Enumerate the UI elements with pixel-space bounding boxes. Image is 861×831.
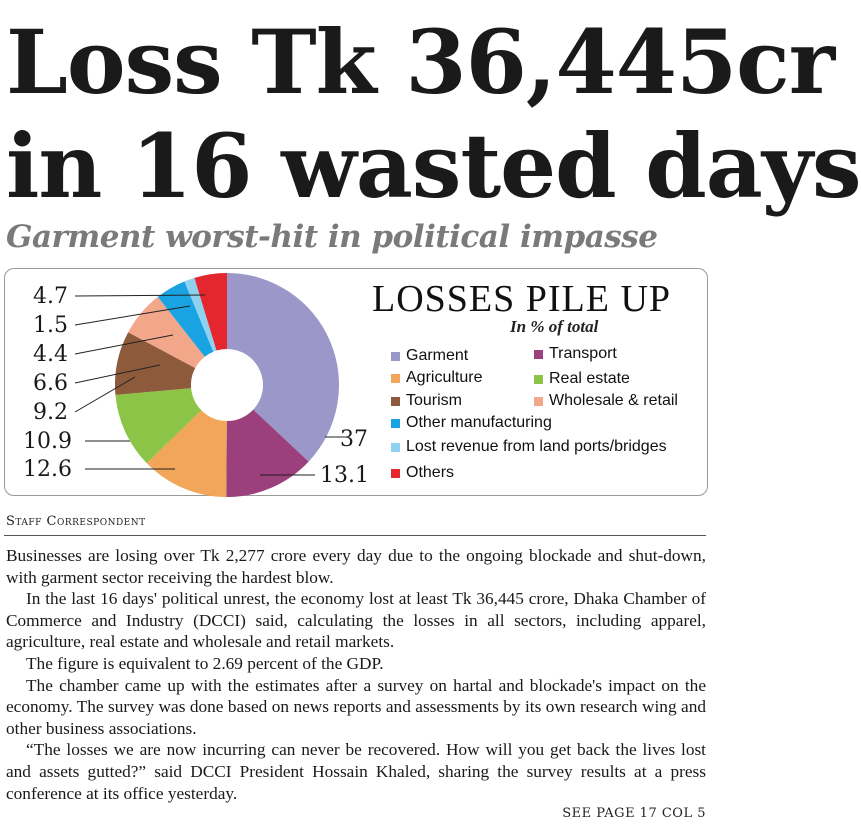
legend-swatch [534,375,543,384]
continued-on-page[interactable]: SEE PAGE 17 COL 5 [562,806,706,821]
article-paragraph: “The losses we are now incurring can never be recovered. How will you get back the lives lost and assets gutted?” said DCCI President Hossain Khaled, sharing the survey results at a press conference at its office yesterday. [6,740,706,803]
article-paragraph: The figure is equivalent to 2.69 percent of the GDP. [26,653,384,673]
legend-item-other-manufacturing [391,414,552,432]
pie-value-label: 9.2 [33,400,68,425]
legend-label: Wholesale & retail [549,392,678,409]
losses-chart [4,268,708,496]
chart-subtitle: In % of total [510,317,599,336]
legend-label: Transport [549,345,617,362]
legend-swatch [391,469,400,478]
byline-divider [4,535,706,536]
legend-item-others [391,464,454,482]
legend-label: Others [406,464,455,481]
headline-line-1: Loss Tk 36,445cr [6,10,835,114]
pie-value-label: 12.6 [23,457,72,482]
legend-item-garment [391,347,468,365]
pie-value-label: 37 [340,427,368,452]
headline-line-2: in 16 wasted days [6,114,861,218]
article-paragraph: The chamber came up with the estimates after a survey on hartal and blockade's impact on the economy. The survey was done based on news reports and assessments by its own research wing and other business associations. [6,675,706,738]
legend-label: Agriculture [406,369,483,386]
legend-item-wholesale-retail [534,392,678,410]
legend-label: Garment [406,347,469,364]
pie-center-hole [192,350,262,420]
article-paragraph: In the last 16 days' political unrest, the economy lost at least Tk 36,445 crore, Dhaka Chamber of Commerce and Industry (DCCI) said, calculating the losses in all sectors, including apparel, agriculture, real estate and wholesale and retail markets. [6,589,706,652]
pie-value-label: 6.6 [33,371,68,396]
chart-title: LOSSES PILE UP [372,278,672,320]
legend-item-real-estate [534,370,630,388]
legend-swatch [391,419,400,428]
legend-swatch [391,352,400,361]
subheadline: Garment worst-hit in political impasse [6,219,658,255]
byline [6,514,146,529]
legend-swatch [391,397,400,406]
legend-item-transport [534,345,617,363]
legend-swatch [534,397,543,406]
article-paragraph: Businesses are losing over Tk 2,277 crore every day due to the ongoing blockade and shut-down, with garment sector receiving the hardest blow. [6,546,706,587]
legend-swatch [391,443,400,452]
pie-value-label: 13.1 [320,463,369,488]
legend-label: Other manufacturing [406,414,552,431]
legend-label: Tourism [406,392,463,409]
legend-item-land-ports [391,438,667,456]
article-body [6,545,706,804]
legend-swatch [534,350,543,359]
pie-value-label: 10.9 [23,429,72,454]
pie-value-label: 4.4 [33,342,68,367]
pie-value-label: 1.5 [33,313,68,338]
legend-item-tourism [391,392,462,410]
pie-value-label: 4.7 [33,284,68,309]
legend-label: Real estate [549,370,630,387]
legend-swatch [391,374,400,383]
legend-item-agriculture [391,369,482,387]
byline-text: Staff Correspondent [6,514,146,529]
legend-label: Lost revenue from land ports/bridges [406,438,667,455]
